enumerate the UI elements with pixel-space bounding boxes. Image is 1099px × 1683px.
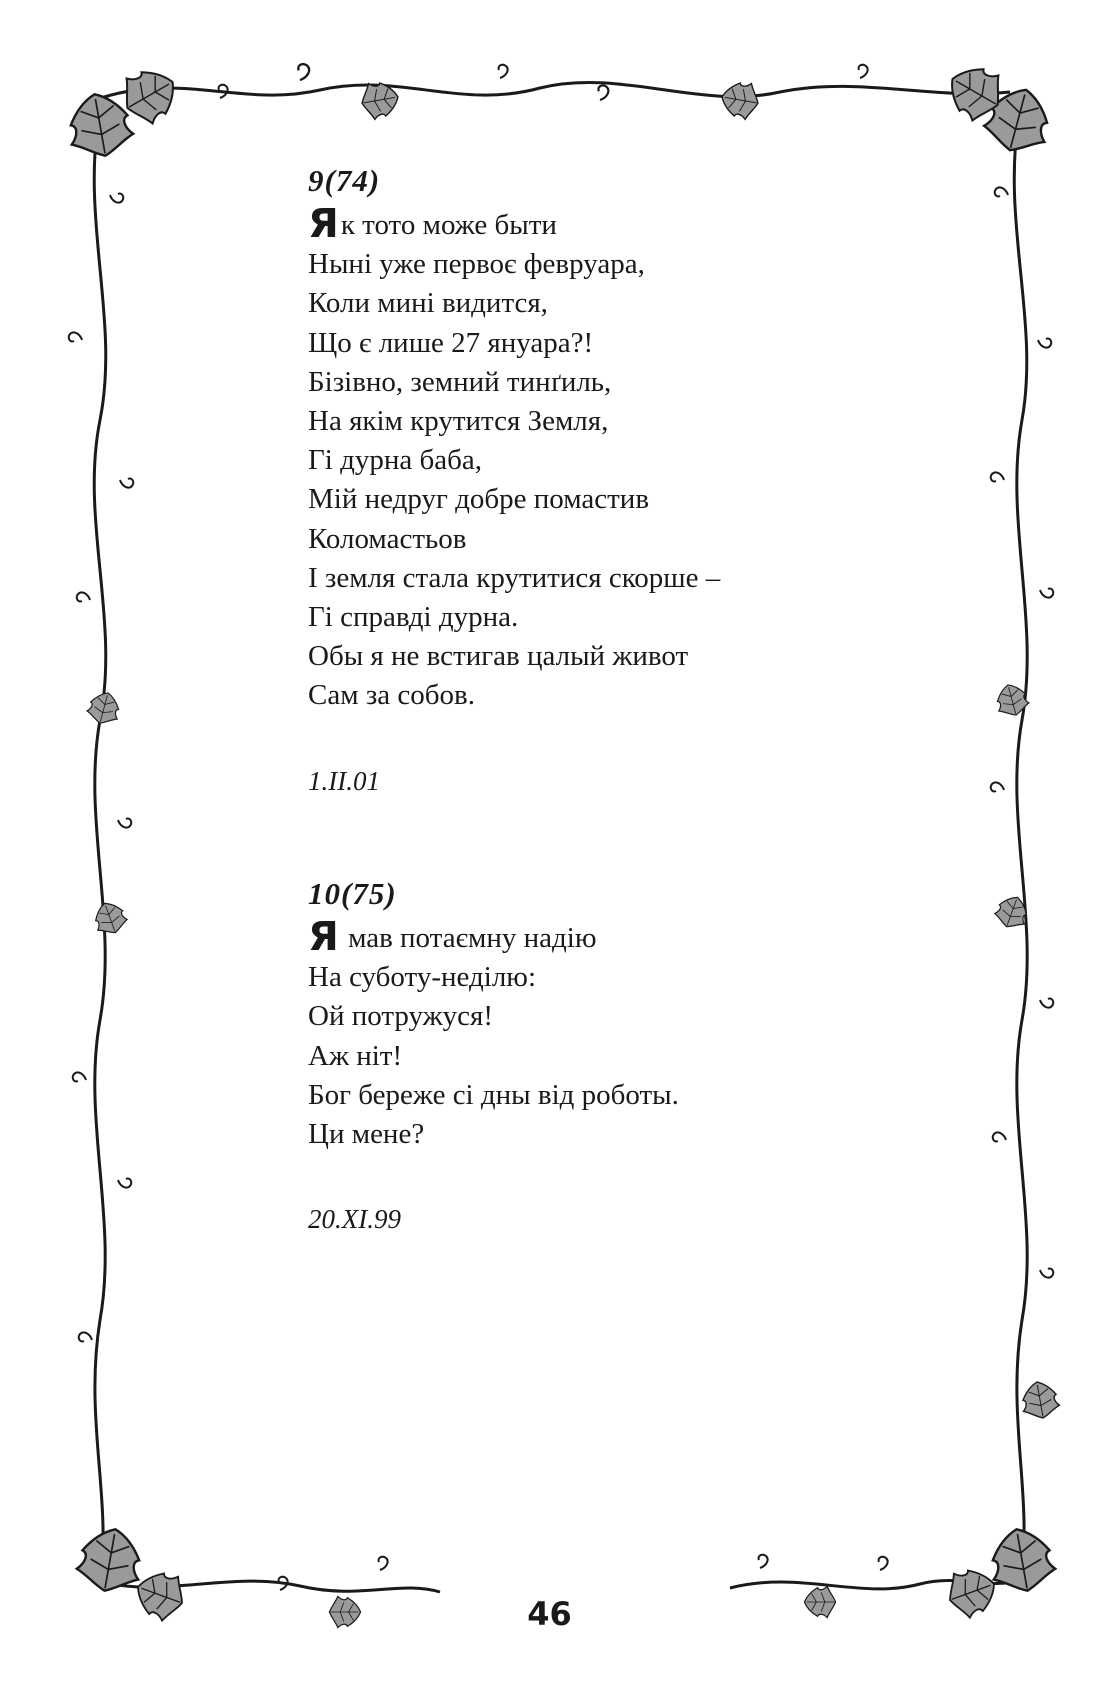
poem-line: Ой потружуся! [308, 1000, 494, 1033]
poem-first-line [308, 914, 868, 960]
poem-1 [308, 162, 868, 798]
poem-line: На якім крутится Земля, [308, 405, 609, 438]
poem-title: 9(74) [308, 163, 381, 198]
poem-line: Сам за собов. [308, 679, 475, 712]
poem-line: Коли мині видится, [308, 287, 548, 320]
page-number: 46 [527, 1595, 572, 1633]
poem-first-line [308, 201, 868, 247]
poem-line: Обы я не встигав цалый живот [308, 640, 689, 673]
poem-line: Бог береже сі дны від роботы. [308, 1078, 679, 1111]
poem-line: Мій недруг добре помастив [308, 483, 650, 516]
poem-line: Коломастьов [308, 522, 467, 555]
poem-line: Ци мене? [308, 1118, 425, 1151]
poem-line: І земля стала крутитися скорше – [308, 561, 721, 594]
poem-title: 10(75) [308, 876, 397, 911]
poem-line: Гі дурна баба, [308, 444, 482, 477]
poem-line: На суботу-неділю: [308, 961, 537, 994]
poem-date: 1.II.01 [308, 765, 380, 796]
first-line-text: мав потаємну надію [340, 922, 597, 954]
poem-line: Ныні уже первоє февруара, [308, 248, 645, 281]
poem-line: Що є лише 27 януара?! [308, 326, 594, 359]
poem-line: Гі справді дурна. [308, 601, 519, 634]
drop-cap: Я [308, 201, 339, 247]
poem-line: Аж ніт! [308, 1039, 403, 1072]
poem-2 [308, 875, 868, 1236]
poem-line: Бізівно, земний тинґиль, [308, 365, 612, 398]
poem-date: 20.XI.99 [308, 1204, 401, 1235]
drop-cap: Я [308, 914, 339, 960]
first-line-text: к тото може быти [340, 209, 557, 241]
